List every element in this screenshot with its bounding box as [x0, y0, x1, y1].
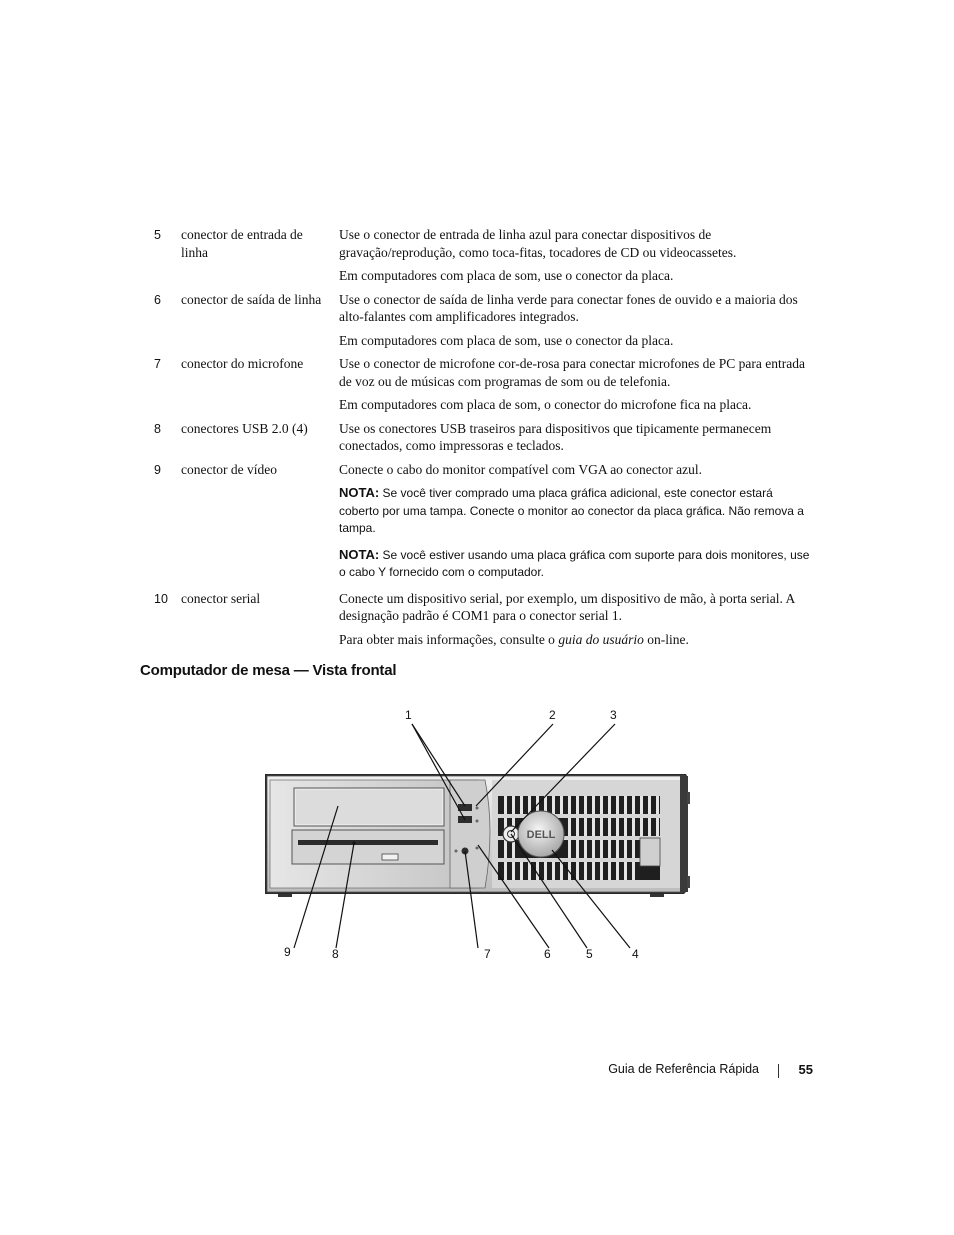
note-text: Se você estiver usando uma placa gráfica com suporte para dois monitores, use o cabo Y fornecido com o computador. [339, 547, 810, 579]
text-segment: Para obter mais informações, consulte o [339, 631, 559, 647]
row-connector-name: conectores USB 2.0 (4) [181, 420, 308, 436]
callout-2: 2 [549, 708, 556, 722]
guide-title: Guia de Referência Rápida [608, 1062, 759, 1076]
note-label: NOTA: [339, 546, 380, 562]
row-description: Use os conectores USB traseiros para dispositivos que tipicamente permanecem conectados, como impressoras e teclados. [339, 420, 772, 453]
row-description: Use o conector de entrada de linha azul para conectar dispositivos de gravação/reprodução, como toca-fitas, tocadores de CD ou videocassetes. [339, 227, 737, 260]
page-footer [560, 1062, 815, 1082]
row-connector-name: conector de vídeo [181, 461, 277, 477]
row-connector-name: conector de saída de linha [181, 291, 322, 307]
table-row-9 [150, 461, 815, 582]
callout-1: 1 [405, 708, 412, 722]
callout-5: 5 [586, 947, 593, 961]
note-label: NOTA: [339, 485, 380, 500]
callout-9: 9 [284, 945, 291, 959]
row-number: 7 [154, 357, 161, 371]
text-segment: on-line. [643, 631, 689, 647]
logo-text: DELL [526, 829, 556, 841]
row-connector-name: conector serial [181, 590, 261, 606]
row-description: Em computadores com placa de som, use o conector da placa. [339, 332, 674, 348]
table-row-6 [150, 291, 815, 350]
row-connector-name: conector de entrada de linha [181, 227, 303, 260]
row-description: Em computadores com placa de som, o conector do microfone fica na placa. [339, 397, 752, 412]
callout-8: 8 [332, 947, 339, 961]
user-guide-reference: guia do usuário [558, 631, 644, 647]
footer-divider [778, 1064, 779, 1078]
callout-6: 6 [544, 947, 551, 961]
callout-3: 3 [610, 708, 617, 722]
note [339, 484, 815, 538]
desktop-front-view-figure [260, 700, 720, 970]
row-number: 5 [154, 228, 161, 242]
row-description: Conecte um dispositivo serial, por exemplo, um dispositivo de mão, à porta serial. A designação padrão é COM1 para o conector serial 1. [339, 590, 795, 623]
section-title: Computador de mesa — Vista frontal [140, 662, 397, 679]
row-description-more-info [339, 631, 815, 649]
row-number: 6 [154, 292, 161, 307]
table-row-8 [150, 420, 815, 455]
note [339, 546, 815, 582]
table-row-7 [150, 355, 815, 414]
row-connector-name: conector do microfone [181, 356, 304, 371]
row-description: Use o conector de saída de linha verde para conectar fones de ouvido e a maioria dos alto-falantes com amplificadores integrados. [339, 291, 798, 324]
callout-4: 4 [632, 947, 639, 961]
row-description: Use o conector de microfone cor-de-rosa para conectar microfones de PC para entrada de voz ou de músicas com programas de som ou de telefonia. [339, 356, 806, 389]
drive-bay-panel [270, 780, 478, 888]
row-number: 8 [154, 421, 161, 436]
row-number: 10 [154, 591, 168, 606]
table-row-5 [150, 226, 815, 285]
page-number: 55 [798, 1062, 813, 1077]
note-text: Se você tiver comprado uma placa gráfica adicional, este conector estará coberto por uma tampa. Conecte o monitor ao conector da placa gráfica. Não remova a tampa. [339, 486, 804, 535]
callout-7: 7 [484, 947, 491, 961]
table-row-10 [150, 590, 815, 649]
row-description: Em computadores com placa de som, use o conector da placa. [339, 268, 674, 283]
front-io-panel [450, 780, 490, 888]
row-description: Conecte o cabo do monitor compatível com VGA ao conector azul. [339, 461, 703, 477]
row-number: 9 [154, 462, 161, 477]
connector-table [150, 226, 815, 654]
computer-illustration [260, 700, 720, 970]
